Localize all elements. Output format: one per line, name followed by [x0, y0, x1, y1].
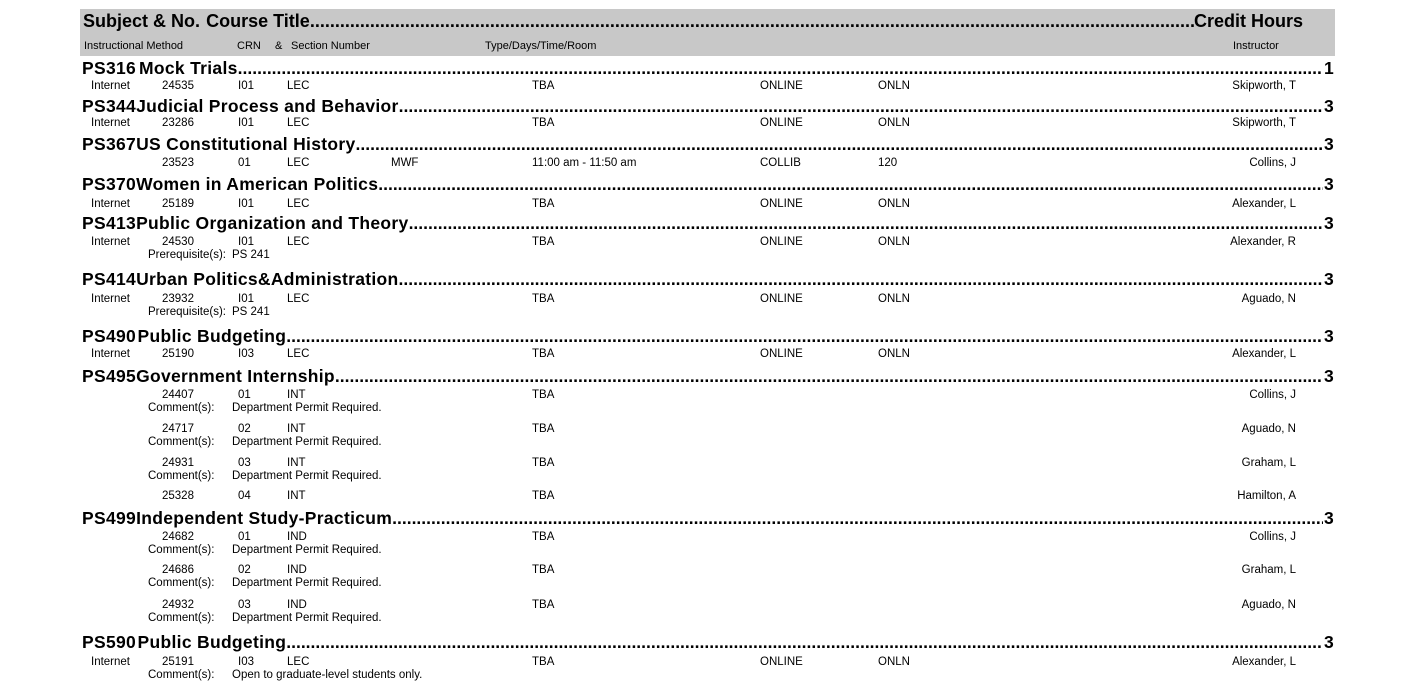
section-type: LEC	[287, 236, 310, 248]
note-label: Comment(s):	[148, 436, 215, 448]
section-crn: 24407	[162, 389, 194, 401]
course-number: 414	[105, 269, 137, 289]
course-number: 490	[105, 326, 137, 346]
section-section: 02	[238, 564, 251, 576]
section-time: TBA	[532, 236, 555, 248]
section-type: INT	[287, 490, 306, 502]
dot-leader	[286, 327, 1323, 346]
section-type: IND	[287, 599, 307, 611]
course-credits: 3	[1323, 632, 1334, 652]
note-text: Department Permit Required.	[232, 470, 382, 482]
section-crn: 25191	[162, 656, 194, 668]
section-section: I01	[238, 117, 254, 129]
course-credits: 3	[1323, 174, 1334, 194]
section-instructor: Graham, L	[1241, 457, 1296, 469]
note-text: Department Permit Required.	[232, 612, 382, 624]
course-heading	[82, 214, 1334, 233]
course-subject: PS	[82, 366, 106, 386]
course-heading	[82, 270, 1334, 289]
course-heading	[82, 97, 1334, 116]
course-heading	[82, 633, 1334, 652]
course-credits: 3	[1323, 134, 1334, 154]
course-credits: 3	[1323, 213, 1334, 233]
course-subject: PS	[82, 508, 106, 528]
dot-leader	[409, 214, 1323, 233]
section-crn: 24932	[162, 599, 194, 611]
header-col-type: Type/Days/Time/Room	[485, 40, 597, 52]
section-instructor: Skipworth, T	[1232, 117, 1296, 129]
course-heading	[82, 367, 1334, 386]
section-crn: 23523	[162, 157, 194, 169]
section-type: IND	[287, 531, 307, 543]
section-room: 120	[878, 157, 898, 169]
course-credits: 3	[1323, 326, 1334, 346]
section-section: 01	[238, 157, 251, 169]
section-method: Internet	[91, 117, 130, 129]
section-section: I01	[238, 293, 254, 305]
section-instructor: Skipworth, T	[1232, 80, 1296, 92]
section-section: 01	[238, 531, 251, 543]
course-subject: PS	[82, 174, 106, 194]
header-course-title: Course Title	[206, 11, 310, 31]
course-number: 590	[105, 632, 137, 652]
section-room: ONLN	[878, 80, 910, 92]
note-label: Comment(s):	[148, 470, 215, 482]
course-number: 367	[105, 134, 137, 154]
section-type: LEC	[287, 293, 310, 305]
section-instructor: Alexander, L	[1232, 656, 1296, 668]
course-heading	[82, 509, 1334, 528]
course-number: 316	[105, 58, 137, 78]
course-number: 370	[105, 174, 137, 194]
course-subject: PS	[82, 134, 106, 154]
section-instructor: Alexander, L	[1232, 198, 1296, 210]
course-subject: PS	[82, 326, 106, 346]
course-title: Government Internship	[136, 366, 335, 386]
header-dot-leader	[310, 10, 1194, 32]
section-time: TBA	[532, 198, 555, 210]
course-heading	[82, 135, 1334, 154]
section-room: ONLN	[878, 198, 910, 210]
section-type: LEC	[287, 656, 310, 668]
section-time: TBA	[532, 599, 555, 611]
section-instructor: Collins, J	[1249, 531, 1296, 543]
section-section: 01	[238, 389, 251, 401]
section-time: TBA	[532, 490, 555, 502]
section-section: 04	[238, 490, 251, 502]
note-text: Department Permit Required.	[232, 577, 382, 589]
course-title: Independent Study-Practicum	[136, 508, 393, 528]
header-col-crn: CRN	[237, 40, 261, 52]
section-method: Internet	[91, 198, 130, 210]
section-time: TBA	[532, 293, 555, 305]
course-number: 344	[105, 96, 137, 116]
section-instructor: Aguado, N	[1241, 423, 1296, 435]
note-label: Comment(s):	[148, 669, 215, 681]
course-subject: PS	[82, 632, 106, 652]
course-subject: PS	[82, 213, 106, 233]
course-heading	[82, 327, 1334, 346]
note-label: Prerequisite(s):	[148, 306, 226, 318]
course-credits: 3	[1323, 96, 1334, 116]
section-crn: 25190	[162, 348, 194, 360]
section-instructor: Graham, L	[1241, 564, 1296, 576]
section-section: I03	[238, 348, 254, 360]
section-type: IND	[287, 564, 307, 576]
dot-leader	[399, 97, 1323, 116]
section-room: ONLN	[878, 293, 910, 305]
section-method: Internet	[91, 236, 130, 248]
course-subject: PS	[82, 58, 106, 78]
dot-leader	[356, 135, 1323, 154]
section-time: TBA	[532, 457, 555, 469]
section-section: I01	[238, 80, 254, 92]
section-section: 03	[238, 457, 251, 469]
section-days: MWF	[391, 157, 419, 169]
section-crn: 24535	[162, 80, 194, 92]
header-col-instructor: Instructor	[1233, 40, 1279, 52]
section-type: LEC	[287, 348, 310, 360]
section-crn: 24682	[162, 531, 194, 543]
course-credits: 3	[1323, 269, 1334, 289]
section-instructor: Alexander, R	[1230, 236, 1296, 248]
note-label: Comment(s):	[148, 544, 215, 556]
note-text: PS 241	[232, 249, 270, 261]
course-title: Public Budgeting	[137, 326, 287, 346]
section-time: TBA	[532, 423, 555, 435]
dot-leader	[399, 270, 1323, 289]
dot-leader	[392, 509, 1323, 528]
section-crn: 24931	[162, 457, 194, 469]
section-building: COLLIB	[760, 157, 801, 169]
section-building: ONLINE	[760, 348, 803, 360]
section-crn: 25328	[162, 490, 194, 502]
section-time: TBA	[532, 656, 555, 668]
section-time: 11:00 am - 11:50 am	[532, 157, 637, 169]
course-title: Mock Trials	[139, 58, 238, 78]
section-method: Internet	[91, 293, 130, 305]
course-title: Women in American Politics	[136, 174, 379, 194]
course-number: 499	[105, 508, 137, 528]
header-subject-no: Subject & No.	[83, 11, 201, 31]
course-credits: 3	[1323, 366, 1334, 386]
section-instructor: Collins, J	[1249, 157, 1296, 169]
note-label: Comment(s):	[148, 612, 215, 624]
section-section: 02	[238, 423, 251, 435]
section-type: INT	[287, 457, 306, 469]
section-type: INT	[287, 423, 306, 435]
section-time: TBA	[532, 80, 555, 92]
section-instructor: Alexander, L	[1232, 348, 1296, 360]
course-title: US Constitutional History	[136, 134, 356, 154]
section-type: LEC	[287, 198, 310, 210]
section-room: ONLN	[878, 348, 910, 360]
dot-leader	[378, 175, 1323, 194]
section-time: TBA	[532, 348, 555, 360]
section-room: ONLN	[878, 117, 910, 129]
section-building: ONLINE	[760, 80, 803, 92]
note-text: Open to graduate-level students only.	[232, 669, 423, 681]
section-crn: 25189	[162, 198, 194, 210]
section-type: LEC	[287, 80, 310, 92]
note-text: Department Permit Required.	[232, 544, 382, 556]
section-crn: 23932	[162, 293, 194, 305]
note-text: PS 241	[232, 306, 270, 318]
header-col-method: Instructional Method	[84, 40, 184, 52]
section-instructor: Aguado, N	[1241, 599, 1296, 611]
section-type: LEC	[287, 117, 310, 129]
course-number: 413	[105, 213, 137, 233]
course-credits: 1	[1323, 58, 1334, 78]
course-number: 495	[105, 366, 137, 386]
course-credits: 3	[1323, 508, 1334, 528]
section-building: ONLINE	[760, 117, 803, 129]
section-method: Internet	[91, 80, 130, 92]
section-time: TBA	[532, 531, 555, 543]
section-time: TBA	[532, 389, 555, 401]
note-text: Department Permit Required.	[232, 436, 382, 448]
section-section: 03	[238, 599, 251, 611]
section-type: INT	[287, 389, 306, 401]
section-method: Internet	[91, 656, 130, 668]
section-building: ONLINE	[760, 656, 803, 668]
note-label: Prerequisite(s):	[148, 249, 226, 261]
section-time: TBA	[532, 564, 555, 576]
dot-leader	[238, 59, 1323, 78]
course-title: Public Budgeting	[137, 632, 287, 652]
section-building: ONLINE	[760, 236, 803, 248]
course-title: Public Organization and Theory	[136, 213, 409, 233]
section-building: ONLINE	[760, 293, 803, 305]
section-method: Internet	[91, 348, 130, 360]
course-title: Judicial Process and Behavior	[136, 96, 399, 116]
course-subject: PS	[82, 96, 106, 116]
note-label: Comment(s):	[148, 402, 215, 414]
note-text: Department Permit Required.	[232, 402, 382, 414]
section-section: I03	[238, 656, 254, 668]
section-crn: 24686	[162, 564, 194, 576]
section-instructor: Hamilton, A	[1237, 490, 1296, 502]
dot-leader	[335, 367, 1323, 386]
header-title-row	[83, 10, 1303, 32]
section-crn: 23286	[162, 117, 194, 129]
section-section: I01	[238, 236, 254, 248]
dot-leader	[286, 633, 1323, 652]
section-instructor: Aguado, N	[1241, 293, 1296, 305]
section-type: LEC	[287, 157, 310, 169]
section-time: TBA	[532, 117, 555, 129]
section-crn: 24717	[162, 423, 194, 435]
section-crn: 24530	[162, 236, 194, 248]
course-heading	[82, 59, 1334, 78]
section-room: ONLN	[878, 656, 910, 668]
section-building: ONLINE	[760, 198, 803, 210]
header-col-amp: &	[275, 40, 283, 52]
header-col-section: Section Number	[291, 40, 370, 52]
header-credit-hours: Credit Hours	[1193, 11, 1303, 31]
course-title: Urban Politics&Administration	[136, 269, 399, 289]
note-label: Comment(s):	[148, 577, 215, 589]
section-room: ONLN	[878, 236, 910, 248]
course-heading	[82, 175, 1334, 194]
section-section: I01	[238, 198, 254, 210]
section-instructor: Collins, J	[1249, 389, 1296, 401]
course-subject: PS	[82, 269, 106, 289]
